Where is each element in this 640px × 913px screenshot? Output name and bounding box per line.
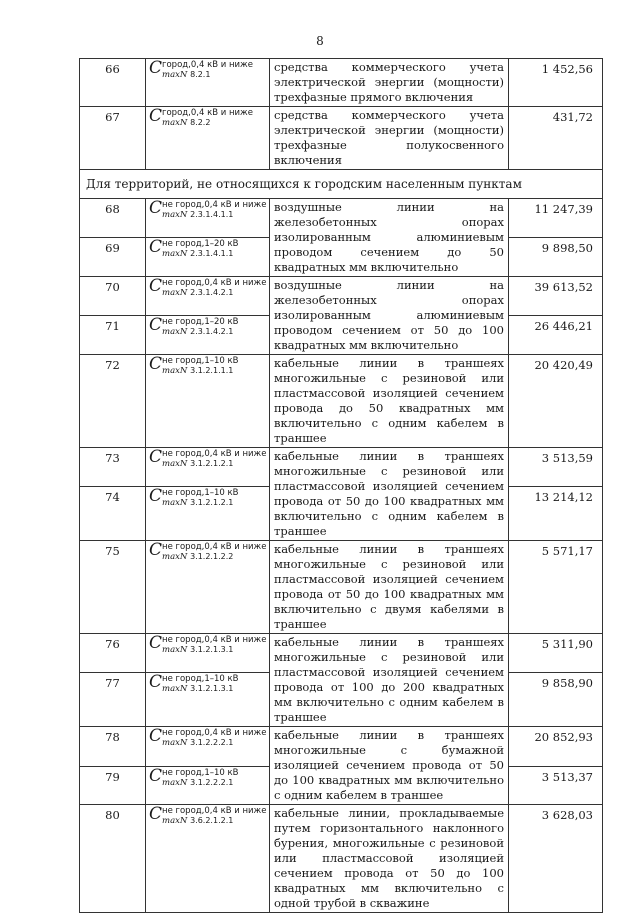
rate-symbol: C (149, 633, 163, 653)
rate-subscript: maxN (162, 288, 188, 298)
rate-superscript: не город,0,4 кВ и ниже (162, 200, 267, 210)
rate-superscript: не город,1–10 кВ (162, 674, 239, 685)
rate-superscript: не город,1–10 кВ (162, 356, 239, 366)
rate-symbol: C (149, 804, 163, 824)
rate-subscript: maxN (162, 645, 188, 655)
rate-superscript: не город,1–20 кВ (162, 317, 239, 327)
rate-symbol: C (149, 672, 163, 693)
rate-subcode: 8.2.2 (190, 118, 211, 127)
row-number: 66 (80, 59, 146, 107)
rate-subcode: 2.3.1.4.2.1 (190, 327, 234, 336)
section-row (80, 170, 603, 199)
row-value: 3 628,03 (509, 805, 603, 913)
row-number: 72 (80, 355, 146, 448)
rate-superscript: город,0,4 кВ и ниже (162, 108, 253, 118)
row-description: воздушные линии на железобетонных опорах изолированным алюминиевым проводом сечением до 50 квадратных мм включительно (270, 199, 509, 277)
rate-subcode: 2.3.1.4.1.1 (190, 210, 234, 219)
rate-subscript: maxN (162, 552, 188, 562)
tariff-table (79, 58, 603, 913)
row-description: кабельные линии, прокладываемые путем горизонтального наклонного бурения, многожильные с резиновой или пластмассовой изоляцией сечением провода от 50 до 100 квадратных мм включительно с одной трубой в скважине (270, 805, 509, 913)
row-value: 11 247,39 (509, 199, 603, 238)
row-description: кабельные линии в траншеях многожильные с резиновой или пластмассовой изоляцией сечением провода от 100 до 200 квадратных мм включительно с одним кабелем в траншее (270, 634, 509, 727)
rate-subcode: 3.1.2.2.2.1 (190, 778, 234, 788)
rate-subcode: 3.1.2.2.2.1 (190, 738, 234, 747)
rate-code (146, 355, 270, 448)
rate-subcode: 3.1.2.1.2.1 (190, 498, 234, 508)
rate-code (146, 673, 270, 727)
table-row (80, 448, 603, 487)
table-row (80, 634, 603, 673)
row-number: 70 (80, 277, 146, 316)
rate-superscript: не город,1–20 кВ (162, 239, 239, 249)
row-value: 26 446,21 (509, 316, 603, 355)
rate-subcode: 8.2.1 (190, 70, 211, 79)
row-number: 67 (80, 107, 146, 170)
rate-symbol: C (149, 198, 163, 218)
rate-subscript: maxN (162, 684, 188, 695)
row-value: 3 513,59 (509, 448, 603, 487)
rate-code (146, 238, 270, 277)
row-value: 1 452,56 (509, 59, 603, 107)
rate-symbol: C (149, 237, 163, 257)
rate-subscript: maxN (162, 459, 188, 469)
rate-subcode: 2.3.1.4.2.1 (190, 288, 234, 297)
table-row (80, 541, 603, 634)
rate-code (146, 805, 270, 913)
row-value: 9 898,50 (509, 238, 603, 277)
rate-subscript: maxN (162, 118, 188, 128)
rate-subscript: maxN (162, 210, 188, 220)
row-number: 76 (80, 634, 146, 673)
rate-superscript: не город,0,4 кВ и ниже (162, 728, 267, 738)
table-row (80, 277, 603, 316)
row-number: 79 (80, 767, 146, 805)
row-number: 80 (80, 805, 146, 913)
rate-superscript: не город,1–10 кВ (162, 768, 239, 779)
rate-code (146, 277, 270, 316)
rate-subscript: maxN (162, 816, 188, 826)
rate-code (146, 199, 270, 238)
rate-symbol: C (149, 276, 163, 296)
rate-symbol: C (149, 726, 163, 746)
row-number: 74 (80, 487, 146, 541)
row-value: 39 613,52 (509, 277, 603, 316)
rate-symbol: C (149, 766, 163, 787)
rate-superscript: не город,0,4 кВ и ниже (162, 806, 267, 816)
rate-symbol: C (149, 354, 163, 374)
rate-symbol: C (149, 447, 163, 467)
rate-code (146, 487, 270, 541)
rate-superscript: не город,0,4 кВ и ниже (162, 278, 267, 288)
table-row (80, 107, 603, 170)
rate-subcode: 3.1.2.1.2.2 (190, 552, 234, 561)
row-number: 69 (80, 238, 146, 277)
row-description: воздушные линии на железобетонных опорах изолированным алюминиевым проводом сечением от 50 до 100 квадратных мм включительно (270, 277, 509, 355)
rate-symbol: C (149, 106, 163, 126)
section-title: Для территорий, не относящихся к городским населенным пунктам (80, 170, 603, 199)
rate-subcode: 3.1.2.1.1.1 (190, 366, 234, 375)
row-value: 5 571,17 (509, 541, 603, 634)
rate-subscript: maxN (162, 327, 188, 337)
rate-subscript: maxN (162, 366, 188, 376)
rate-code (146, 767, 270, 805)
rate-code (146, 107, 270, 170)
table-row (80, 355, 603, 448)
rate-code (146, 634, 270, 673)
rate-symbol: C (149, 486, 163, 507)
rate-subscript: maxN (162, 738, 188, 748)
row-number: 71 (80, 316, 146, 355)
rate-subscript: maxN (162, 70, 188, 80)
rate-superscript: не город,0,4 кВ и ниже (162, 542, 267, 552)
row-description: кабельные линии в траншеях многожильные с резиновой или пластмассовой изоляцией сечением провода от 50 до 100 квадратных мм включительно с двумя кабелями в траншее (270, 541, 509, 634)
rate-subscript: maxN (162, 498, 188, 509)
row-value: 20 852,93 (509, 727, 603, 767)
rate-subcode: 3.1.2.1.3.1 (190, 684, 234, 694)
rate-code (146, 727, 270, 767)
row-value: 13 214,12 (509, 487, 603, 541)
row-description: кабельные линии в траншеях многожильные с бумажной изоляцией сечением провода от 50 до 100 квадратных мм включительно с одним кабелем в траншее (270, 727, 509, 805)
rate-subcode: 3.6.2.1.2.1 (190, 816, 234, 825)
rate-subscript: maxN (162, 249, 188, 259)
rate-symbol: C (149, 540, 163, 560)
rate-subscript: maxN (162, 778, 188, 789)
row-description: средства коммерческого учета электрической энергии (мощности) трехфазные прямого включения (270, 59, 509, 107)
rate-superscript: не город,0,4 кВ и ниже (162, 449, 267, 459)
row-number: 68 (80, 199, 146, 238)
rate-superscript: не город,0,4 кВ и ниже (162, 635, 267, 645)
rate-code (146, 541, 270, 634)
rate-code (146, 448, 270, 487)
rate-subcode: 3.1.2.1.3.1 (190, 645, 234, 654)
row-value: 431,72 (509, 107, 603, 170)
table-row (80, 727, 603, 767)
row-description: кабельные линии в траншеях многожильные с резиновой или пластмассовой изоляцией сечением провода от 50 до 100 квадратных мм включительно с одним кабелем в траншее (270, 448, 509, 541)
row-value: 20 420,49 (509, 355, 603, 448)
rate-code (146, 59, 270, 107)
table-row (80, 59, 603, 107)
table-row (80, 805, 603, 913)
row-number: 78 (80, 727, 146, 767)
row-value: 3 513,37 (509, 767, 603, 805)
row-number: 73 (80, 448, 146, 487)
row-value: 9 858,90 (509, 673, 603, 727)
table-row (80, 199, 603, 238)
rate-subcode: 3.1.2.1.2.1 (190, 459, 234, 468)
rate-symbol: C (149, 58, 163, 78)
rate-superscript: город,0,4 кВ и ниже (162, 60, 253, 70)
row-value: 5 311,90 (509, 634, 603, 673)
rate-subcode: 2.3.1.4.1.1 (190, 249, 234, 258)
row-number: 77 (80, 673, 146, 727)
row-number: 75 (80, 541, 146, 634)
rate-code (146, 316, 270, 355)
rate-superscript: не город,1–10 кВ (162, 488, 239, 499)
page-number: 8 (316, 34, 324, 48)
row-description: кабельные линии в траншеях многожильные с резиновой или пластмассовой изоляцией сечением провода до 50 квадратных мм включительно с одним кабелем в траншее (270, 355, 509, 448)
row-description: средства коммерческого учета электрической энергии (мощности) трехфазные полукосвенного включения (270, 107, 509, 170)
rate-symbol: C (149, 315, 163, 335)
